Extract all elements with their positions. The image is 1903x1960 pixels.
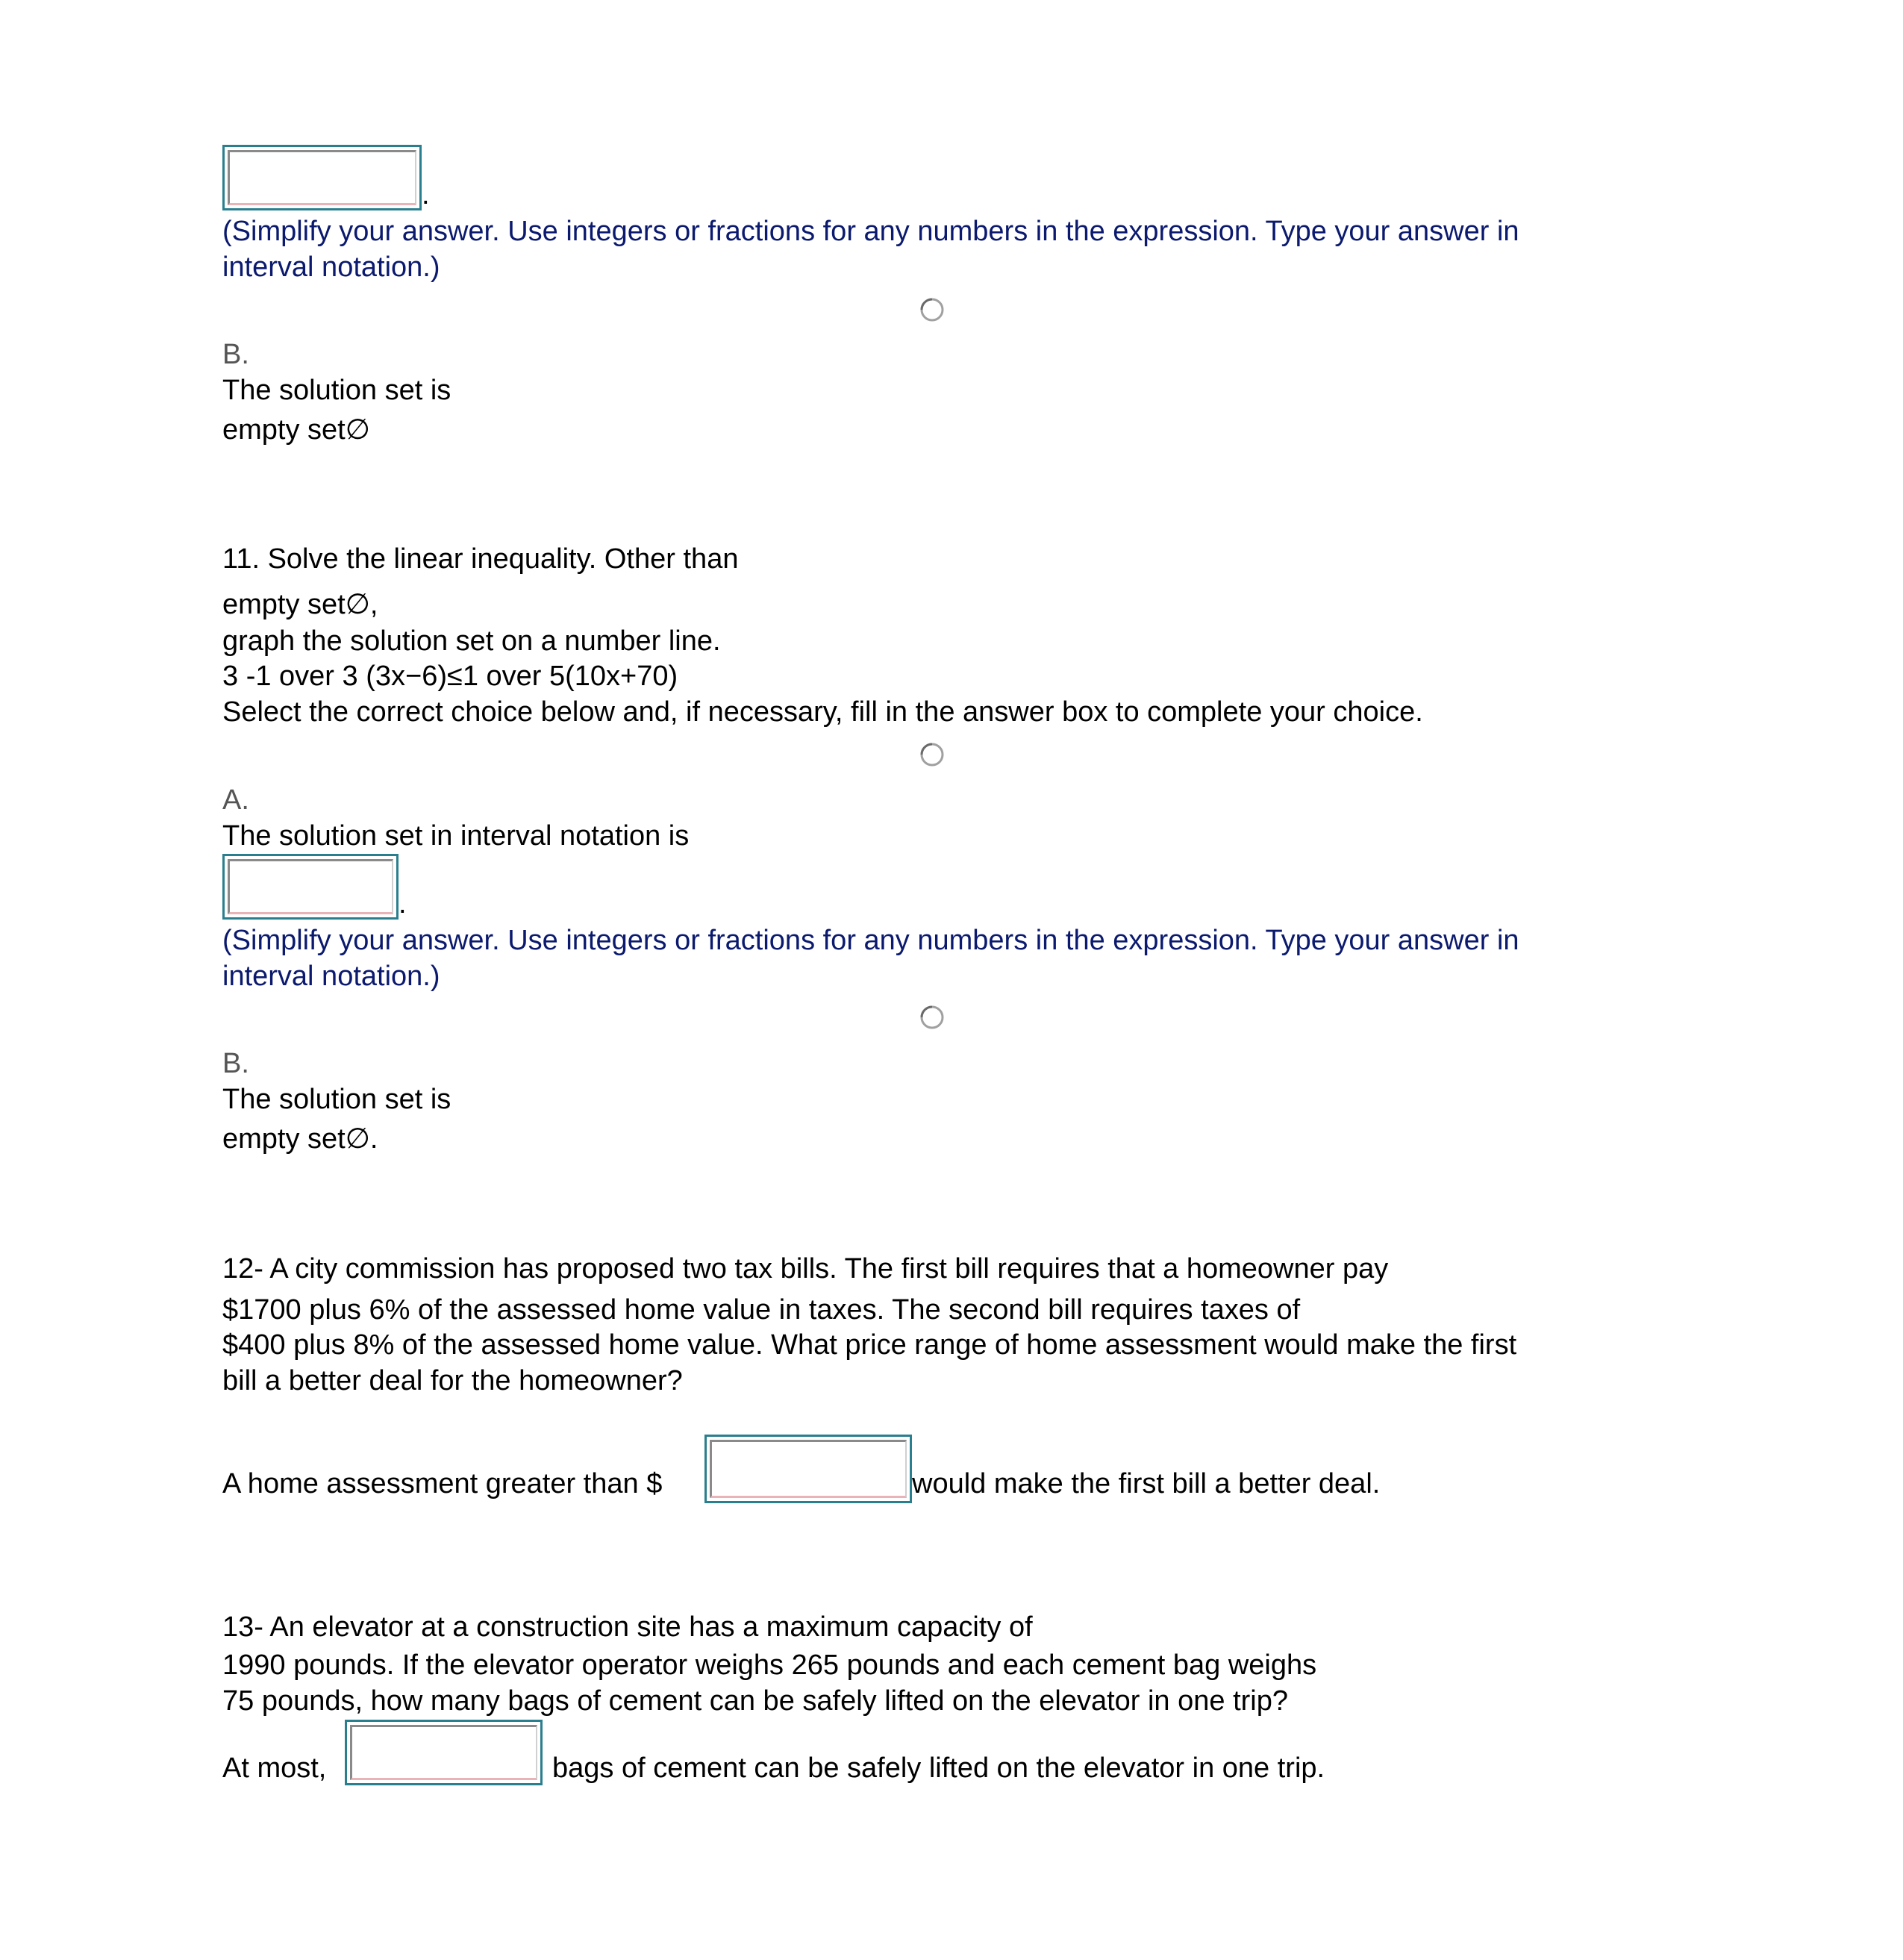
q12-line4: bill a better deal for the homeowner? xyxy=(222,1365,683,1396)
q12-answer-input[interactable] xyxy=(704,1435,912,1503)
q11-answer-period: . xyxy=(399,888,407,920)
q12-line2: $1700 plus 6% of the assessed home value in taxes. The second bill requires taxes of xyxy=(222,1294,1301,1326)
q10-answer-period: . xyxy=(422,179,430,210)
q11-option-b-radio[interactable] xyxy=(919,1005,945,1030)
q12-answer-input-field[interactable] xyxy=(710,1440,907,1498)
q11-option-b-line2: empty set∅. xyxy=(222,1123,378,1155)
radio-button-icon xyxy=(919,742,945,767)
q11-line5: Select the correct choice below and, if necessary, fill in the answer box to complete your choice. xyxy=(222,696,1423,728)
q10-option-b-letter: B. xyxy=(222,339,249,370)
q11-line3: graph the solution set on a number line. xyxy=(222,625,721,657)
q11-hint-line2: interval notation.) xyxy=(222,961,440,992)
q11-answer-input-field[interactable] xyxy=(228,859,393,914)
q13-line2: 1990 pounds. If the elevator operator weighs 265 pounds and each cement bag weighs xyxy=(222,1650,1317,1681)
q13-line1: 13- An elevator at a construction site has a maximum capacity of xyxy=(222,1611,1033,1643)
q13-answer-input[interactable] xyxy=(345,1720,543,1785)
q10-hint-line2: interval notation.) xyxy=(222,252,440,283)
q13-answer-suffix: bags of cement can be safely lifted on the elevator in one trip. xyxy=(552,1753,1325,1784)
q10-answer-input[interactable] xyxy=(222,145,422,210)
q10-hint-line1: (Simplify your answer. Use integers or fractions for any numbers in the expression. Type your answer in xyxy=(222,216,1519,247)
q13-answer-prefix: At most, xyxy=(222,1753,327,1784)
q11-option-b-letter: B. xyxy=(222,1048,249,1079)
q12-answer-prefix: A home assessment greater than $ xyxy=(222,1468,663,1499)
q11-answer-input[interactable] xyxy=(222,854,399,920)
q11-line2: empty set∅, xyxy=(222,589,378,620)
q10-option-b-line1: The solution set is xyxy=(222,375,451,406)
q13-answer-input-field[interactable] xyxy=(350,1725,537,1780)
q10-option-b-radio[interactable] xyxy=(919,297,945,322)
q11-line4: 3 -1 over 3 (3x−6)≤1 over 5(10x+70) xyxy=(222,661,678,692)
q11-option-a-text: The solution set in interval notation is xyxy=(222,820,690,852)
radio-button-icon xyxy=(919,1005,945,1030)
q11-hint-line1: (Simplify your answer. Use integers or fractions for any numbers in the expression. Type your answer in xyxy=(222,925,1519,956)
q11-option-a-letter: A. xyxy=(222,784,249,816)
q11-option-b-line1: The solution set is xyxy=(222,1084,451,1115)
q11-option-a-radio[interactable] xyxy=(919,742,945,767)
radio-button-icon xyxy=(919,297,945,322)
q12-line1: 12- A city commission has proposed two tax bills. The first bill requires that a homeowner pay xyxy=(222,1253,1389,1285)
q12-line3: $400 plus 8% of the assessed home value. What price range of home assessment would make the first xyxy=(222,1329,1517,1361)
q10-answer-input-field[interactable] xyxy=(228,150,416,205)
q11-line1: 11. Solve the linear inequality. Other than xyxy=(222,543,739,575)
q10-option-b-line2: empty set∅ xyxy=(222,414,370,446)
q12-answer-suffix: would make the first bill a better deal. xyxy=(912,1468,1381,1499)
q13-line3: 75 pounds, how many bags of cement can be safely lifted on the elevator in one trip? xyxy=(222,1685,1289,1717)
